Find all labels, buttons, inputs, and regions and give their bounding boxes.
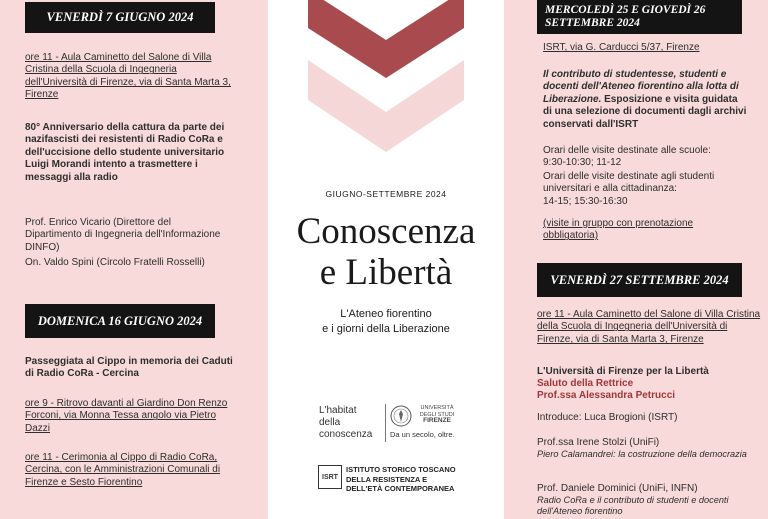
hours-schools: 9:30-10:30; 11-12 [543, 157, 622, 168]
uni-line2: DEGLI STUDI [419, 411, 455, 418]
date-header-label: MERCOLEDÌ 25 E GIOVEDÌ 26 SETTEMBRE 2024 [545, 4, 706, 29]
isrt-name [346, 465, 486, 494]
isrt-line3: DELL'ETÀ CONTEMPORANEA [346, 484, 455, 493]
date-header-sept-27 [537, 263, 742, 297]
isrt-seal-label: ISRT [322, 473, 338, 481]
main-title-line1: Conoscenza [296, 211, 476, 252]
isrt-line1: ISTITUTO STORICO TOSCANO [346, 465, 456, 474]
cover-panel [268, 0, 504, 519]
event-location: ore 11 - Aula Caminetto del Salone di Villa Cristina della Scuola di Ingegneria dell'Università di Firenze, via di Santa Marta 3, Firenze [25, 52, 231, 101]
event-title: Passeggiata al Cippo in memoria dei Caduti di Radio CoRa - Cercina [25, 356, 233, 380]
hours-public: 14-15; 15:30-16:30 [543, 196, 628, 207]
university-name [417, 405, 457, 425]
subtitle-line1: L'Ateneo fiorentino [340, 308, 432, 320]
chevron-graphic [268, 0, 504, 170]
date-header-label: VENERDÌ 27 SETTEMBRE 2024 [550, 272, 729, 287]
talk-title: Radio CoRa e il contributo di studenti e docenti dell'Ateneo fiorentino [537, 495, 729, 516]
date-header-label: VENERDÌ 7 GIUGNO 2024 [46, 10, 194, 24]
event-location: ISRT, via G. Carducci 5/37, Firenze [543, 42, 700, 53]
habitat-line1: L'habitat [319, 405, 357, 416]
dates-label: GIUGNO-SETTEMBRE 2024 [325, 189, 447, 199]
habitat-logo [319, 405, 389, 441]
event-title: 80° Anniversario della cattura da parte dei nazifascisti dei resistenti di Radio CoRa e dell'uccisione dello studente universitario Luigi Morandi intento a trasmettere i messaggi alla radio [25, 122, 225, 183]
event-title [543, 69, 748, 131]
greeting-line1: Saluto della Rettrice [537, 378, 634, 389]
introducer: Introduce: Luca Brogioni (ISRT) [537, 412, 678, 423]
date-header-june-16 [25, 304, 215, 338]
isrt-line2: DELLA RESISTENZA E [346, 474, 428, 484]
date-header-june-7 [25, 2, 215, 33]
event-item: ore 11 - Cerimonia al Cippo di Radio CoRa, Cercina, con le Amministrazioni Comunali di Firenze e Sesto Fiorentino [25, 452, 221, 488]
main-title-line2: e Libertà [319, 252, 453, 293]
uni-line1: UNIVERSITÀ [420, 405, 454, 411]
event-item: ore 9 - Ritrovo davanti al Giardino Don Renzo Forconi, via Monna Tessa angolo via Pietro Dazzi [25, 398, 228, 434]
speaker: Prof. Daniele Dominici (UniFi, INFN) [537, 483, 698, 494]
date-header-sept-25-26 [537, 0, 742, 34]
hours-public-label: Orari delle visite destinate agli studenti universitari e alla cittadinanza: [543, 171, 715, 195]
greeting-line2: Prof.ssa Alessandra Petrucci [537, 390, 676, 401]
habitat-line2: della [319, 417, 341, 428]
event-title-rest: Esposizione e visita guidata di una selezione di documenti dagli archivi conservati dall'ISRT [543, 93, 747, 130]
hours-schools-label: Orari delle visite destinate alle scuole: [543, 145, 711, 156]
talk-title: Piero Calamandrei: la costruzione della democrazia [537, 449, 747, 459]
right-panel [504, 0, 768, 519]
event-title: L'Università di Firenze per la Libertà [537, 366, 709, 377]
habitat-line3: conoscenza [319, 429, 373, 440]
chevron-dark-shape [308, 0, 464, 78]
university-motto: Da un secolo, oltre. [390, 430, 455, 439]
uni-line3: FIRENZE [423, 417, 451, 424]
event-title-italic: Il contributo di studentesse, studenti e docenti dell'Ateneo fiorentino alla lotta di Liberazione. [543, 69, 739, 105]
subtitle-line2: e i giorni della Liberazione [322, 323, 450, 335]
speaker: Prof. Enrico Vicario (Direttore del Dipartimento di Ingegneria dell'Informazione DINFO) [25, 217, 221, 253]
left-panel [0, 0, 268, 519]
university-seal-icon [390, 405, 412, 427]
booking-note: (visite in gruppo con prenotazione obbligatoria) [543, 218, 694, 242]
speaker: On. Valdo Spini (Circolo Fratelli Rosselli) [25, 257, 205, 268]
isrt-seal-icon [318, 465, 342, 489]
date-header-label: DOMENICA 16 GIUGNO 2024 [37, 313, 203, 328]
logo-divider [385, 404, 386, 442]
speaker: Prof.ssa Irene Stolzi (UniFi) [537, 437, 660, 448]
event-location: ore 11 - Aula Caminetto del Salone di Villa Cristina della Scuola di Ingegneria dell'Università di Firenze, via di Santa Marta 3, Firenze [537, 309, 761, 345]
